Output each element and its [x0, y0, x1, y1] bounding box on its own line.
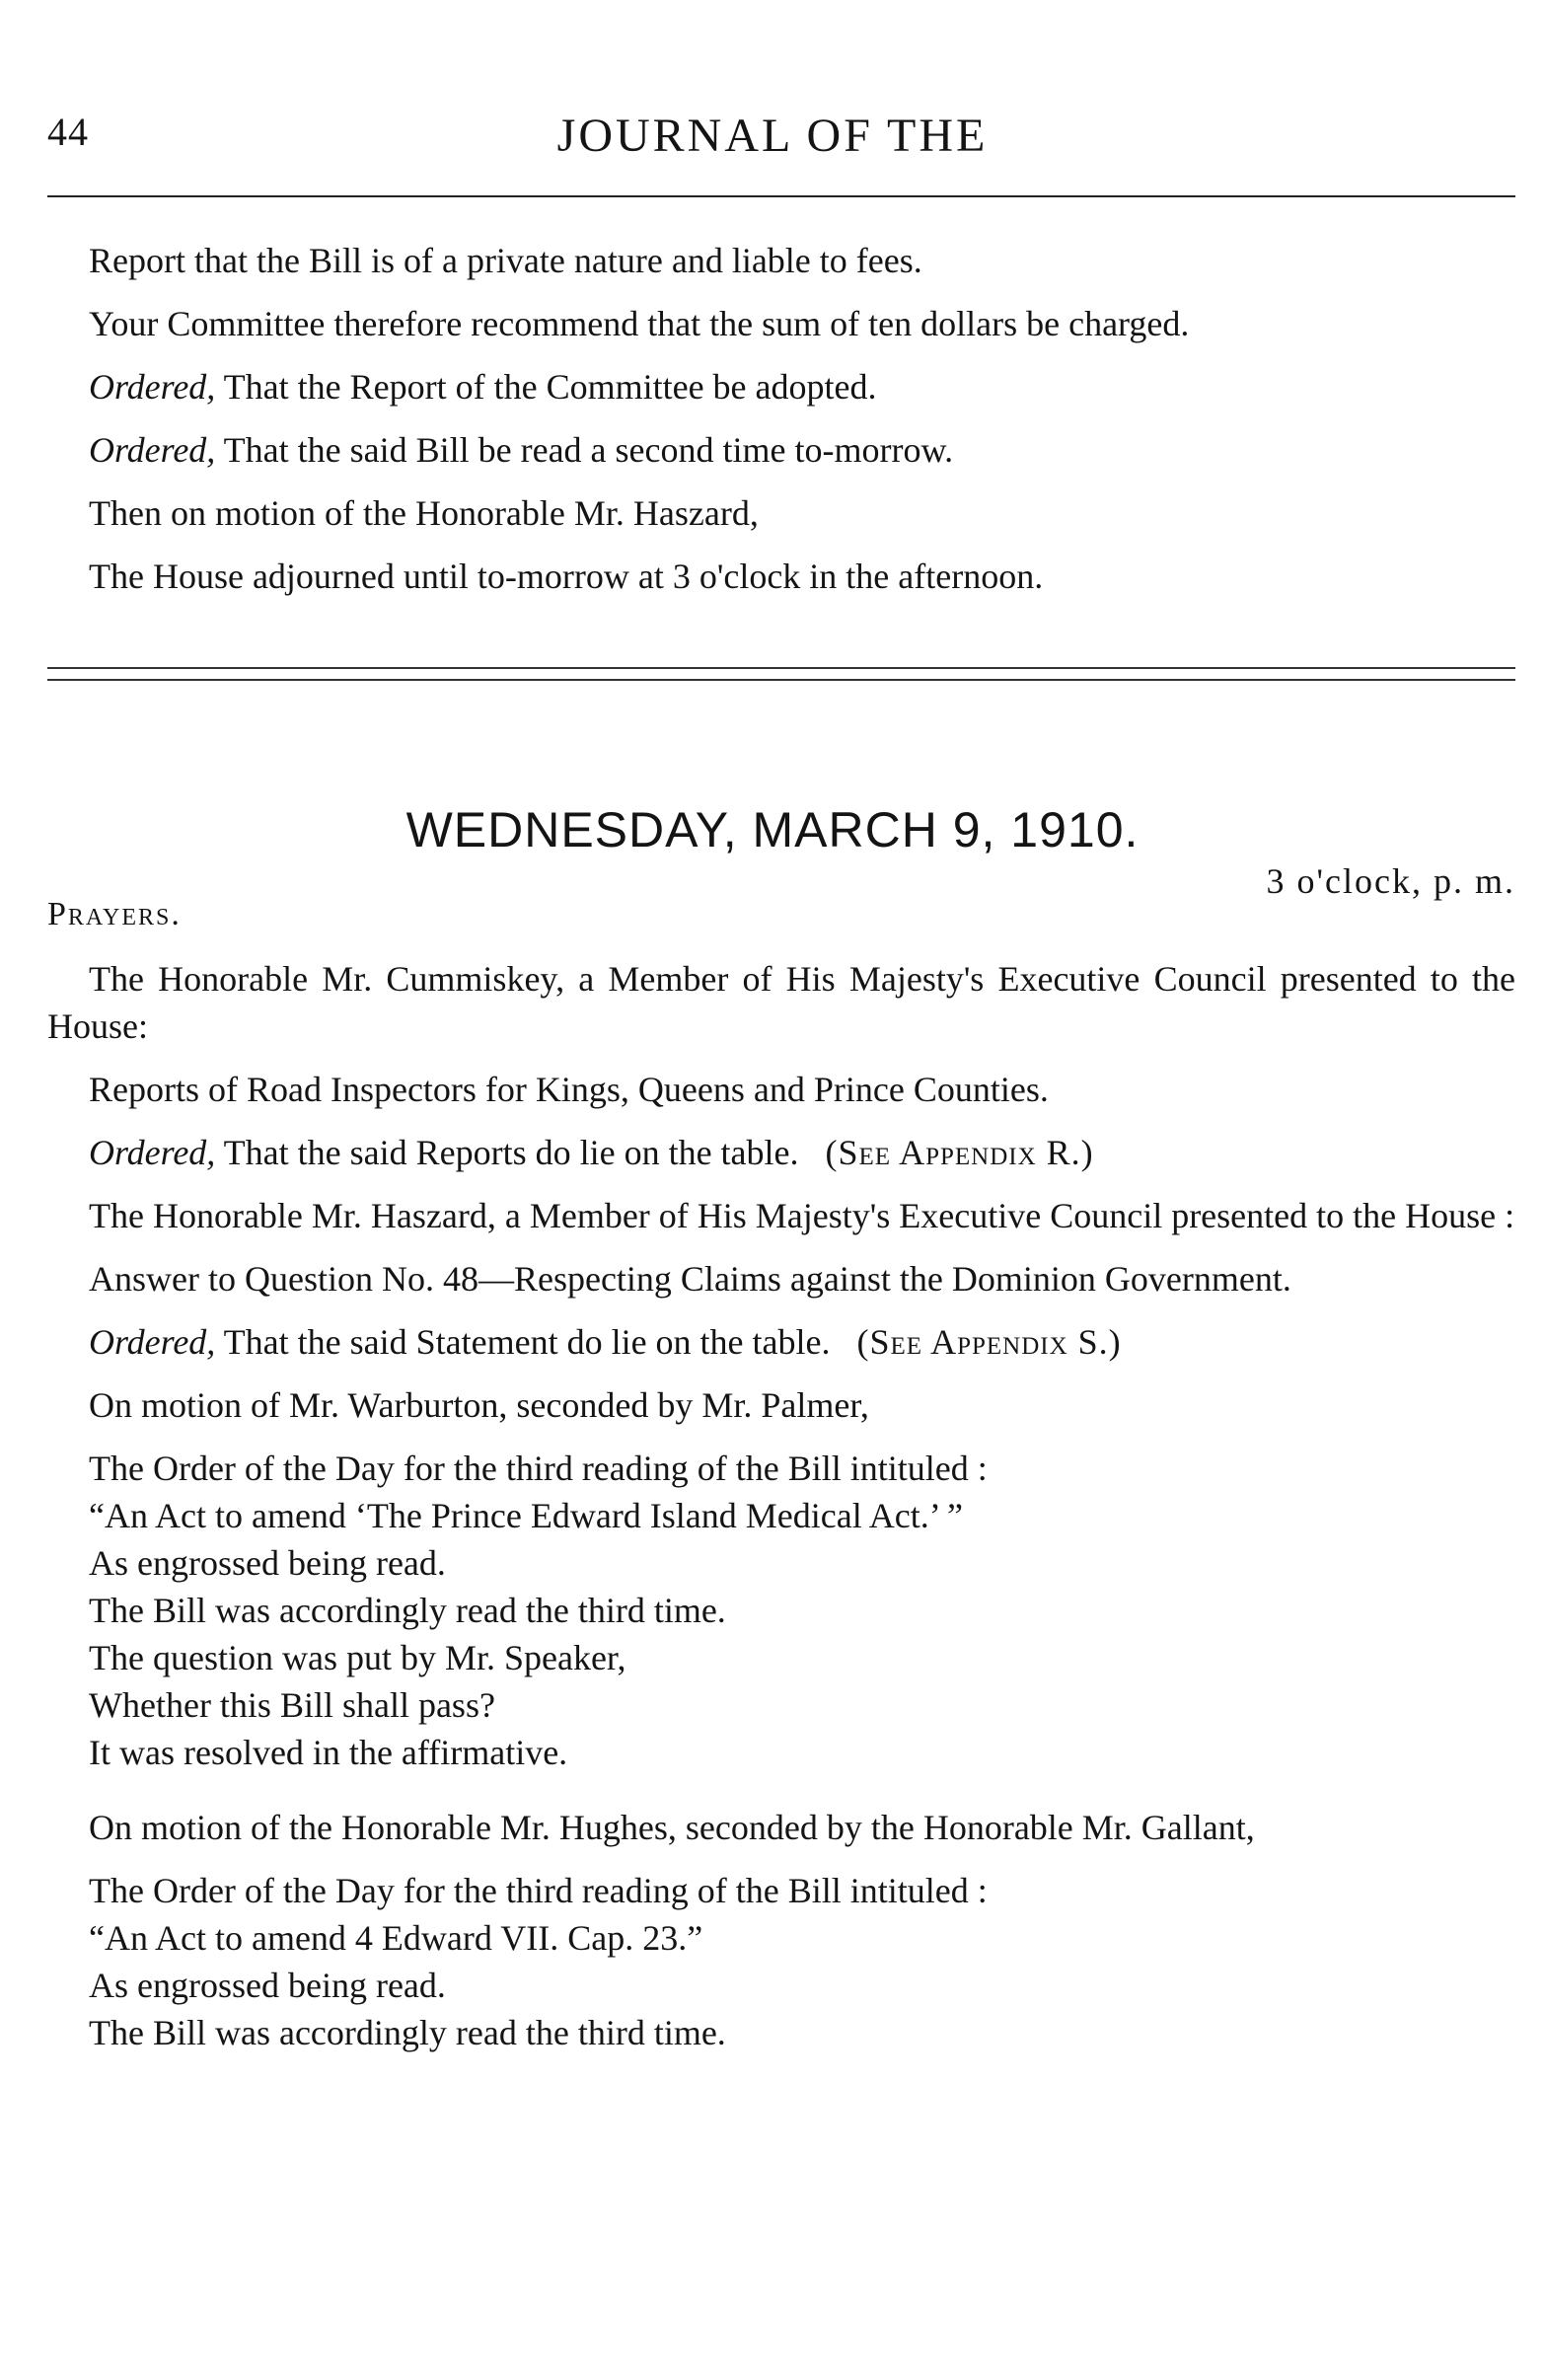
- appendix-reference: (See Appendix R.): [825, 1133, 1094, 1172]
- running-head: JOURNAL OF THE: [556, 110, 989, 162]
- paragraph-text: That the said Reports do lie on the table.: [215, 1133, 799, 1172]
- paragraph: [47, 363, 1515, 410]
- paragraph: [47, 1066, 1515, 1113]
- header-rule: [47, 195, 1515, 197]
- paragraph-text: The Honorable Mr. Haszard, a Member of His Majesty's Executive Council presented to the House :: [89, 1196, 1515, 1235]
- paragraph: [47, 426, 1515, 474]
- paragraph-text: Answer to Question No. 48—Respecting Claims against the Dominion Government.: [89, 1259, 1291, 1299]
- paragraph: [47, 1867, 1515, 1914]
- page-number: 44: [47, 110, 89, 154]
- paragraph-text: That the said Statement do lie on the table.: [215, 1322, 831, 1362]
- paragraph: [47, 1255, 1515, 1302]
- ordered-prefix: Ordered,: [89, 1322, 216, 1362]
- paragraph-text: Whether this Bill shall pass?: [89, 1685, 495, 1725]
- paragraph-text: That the said Bill be read a second time to-morrow.: [215, 430, 954, 470]
- ordered-prefix: Ordered,: [89, 430, 216, 470]
- paragraph-text: Then on motion of the Honorable Mr. Haszard,: [89, 493, 759, 533]
- paragraph-text: That the Report of the Committee be adopted.: [215, 367, 877, 407]
- section-divider: [47, 667, 1515, 681]
- paragraph-text: Reports of Road Inspectors for Kings, Queens and Prince Counties.: [89, 1070, 1049, 1109]
- appendix-reference: (See Appendix S.): [856, 1322, 1122, 1362]
- paragraph: [47, 1445, 1515, 1492]
- paragraph: [47, 1962, 1515, 2009]
- previous-sitting-text: [47, 237, 1515, 600]
- paragraph-text: Report that the Bill is of a private nature and liable to fees.: [89, 241, 922, 280]
- sitting-time: 3 o'clock, p. m.: [1266, 861, 1515, 901]
- paragraph-text: The Order of the Day for the third reading of the Bill intituled :: [89, 1871, 988, 1910]
- paragraph-text: The Order of the Day for the third reading of the Bill intituled :: [89, 1449, 988, 1488]
- paragraph: [47, 1192, 1515, 1239]
- paragraph: [47, 1129, 1515, 1176]
- paragraph: [47, 1729, 1515, 1776]
- paragraph-text: The Bill was accordingly read the third time.: [89, 2013, 726, 2052]
- paragraph: [47, 1318, 1515, 1366]
- paragraph: [47, 489, 1515, 537]
- paragraph: [47, 1381, 1515, 1429]
- paragraph: [47, 2009, 1515, 2056]
- prayers-label: Prayers.: [47, 896, 182, 932]
- ordered-prefix: Ordered,: [89, 1133, 216, 1172]
- ordered-prefix: Ordered,: [89, 367, 216, 407]
- paragraph: [47, 1804, 1515, 1851]
- paragraph: [47, 1587, 1515, 1634]
- paragraph-text: The House adjourned until to-morrow at 3 o'clock in the afternoon.: [89, 557, 1044, 596]
- paragraph-text: On motion of the Honorable Mr. Hughes, seconded by the Honorable Mr. Gallant,: [89, 1808, 1255, 1847]
- paragraph-text: As engrossed being read.: [89, 1543, 446, 1583]
- page-header: [47, 109, 1498, 168]
- paragraph: [47, 1634, 1515, 1681]
- paragraph: [47, 237, 1515, 284]
- paragraph-text: As engrossed being read.: [89, 1966, 446, 2005]
- paragraph: [47, 955, 1515, 1050]
- paragraph: [47, 1914, 1515, 1962]
- paragraph: [47, 300, 1515, 347]
- paragraph: [47, 553, 1515, 600]
- paragraph-text: “An Act to amend ‘The Prince Edward Island Medical Act.’ ”: [89, 1496, 964, 1535]
- paragraph-text: Your Committee therefore recommend that the sum of ten dollars be charged.: [89, 304, 1190, 343]
- sitting-proceedings: [47, 955, 1515, 2056]
- paragraph-text: It was resolved in the affirmative.: [89, 1733, 568, 1772]
- paragraph: [47, 1492, 1515, 1539]
- paragraph-text: The question was put by Mr. Speaker,: [89, 1638, 626, 1677]
- paragraph: [47, 1539, 1515, 1587]
- paragraph-text: “An Act to amend 4 Edward VII. Cap. 23.”: [89, 1918, 703, 1958]
- paragraph-text: On motion of Mr. Warburton, seconded by Mr. Palmer,: [89, 1385, 869, 1425]
- sitting-date-heading: WEDNESDAY, MARCH 9, 1910.: [405, 802, 1140, 857]
- paragraph-text: The Bill was accordingly read the third time.: [89, 1591, 726, 1630]
- paragraph: [47, 1681, 1515, 1729]
- paragraph-text: The Honorable Mr. Cummiskey, a Member of His Majesty's Executive Council presented to the House:: [47, 959, 1515, 1046]
